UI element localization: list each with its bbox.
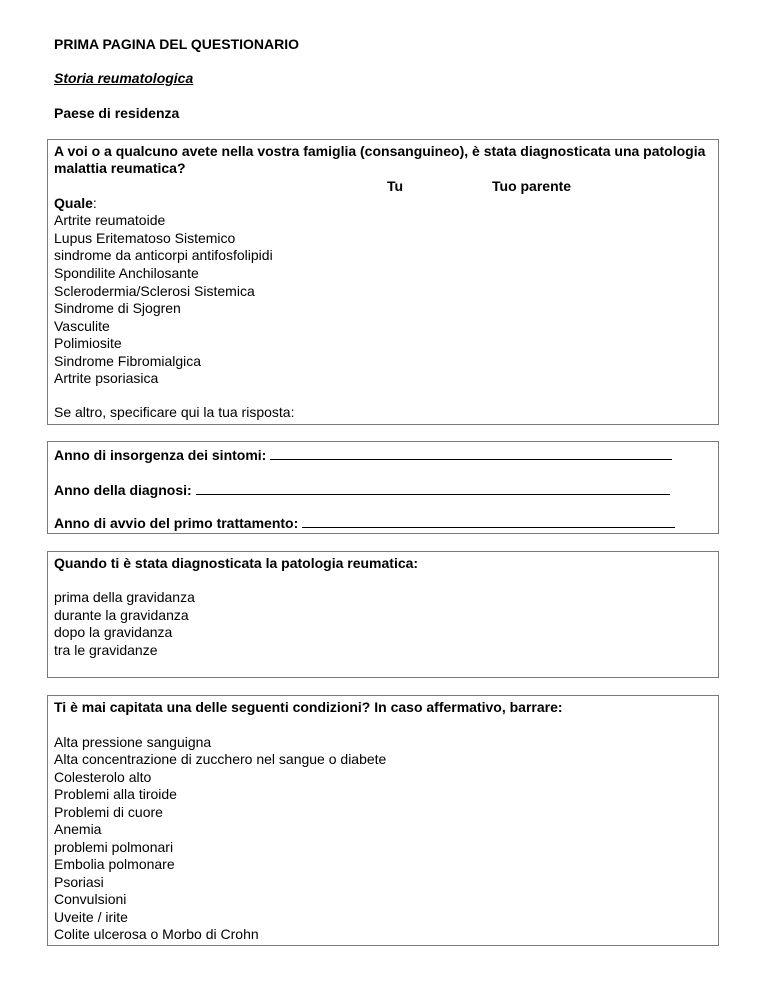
condition-item: Problemi alla tiroide — [54, 786, 177, 802]
onset-answer-line[interactable] — [270, 446, 672, 460]
disease-item: Artrite reumatoide — [54, 212, 166, 228]
family-question-line2: malattia reumatica? — [54, 160, 186, 176]
which-label-row — [54, 195, 97, 213]
condition-item: Alta concentrazione di zucchero nel sangue o diabete — [54, 751, 387, 767]
other-prompt: Se altro, specificare qui la tua risposta: — [54, 404, 295, 420]
disease-item: Sindrome di Sjogren — [54, 300, 181, 316]
condition-item: Alta pressione sanguigna — [54, 734, 212, 750]
condition-item: Uveite / irite — [54, 909, 128, 925]
disease-item: sindrome da anticorpi antifosfolipidi — [54, 247, 273, 263]
disease-item: Artrite psoriasica — [54, 370, 159, 386]
family-question-line1: A voi o a qualcuno avete nella vostra famiglia (consanguineo), è stata diagnosticata una patologia — [54, 143, 706, 159]
timing-question: Quando ti è stata diagnosticata la patologia reumatica: — [54, 555, 419, 571]
which-label: Quale — [54, 195, 93, 211]
condition-item: Colite ulcerosa o Morbo di Crohn — [54, 926, 259, 942]
timing-option: dopo la gravidanza — [54, 624, 173, 640]
treatment-answer-line[interactable] — [302, 514, 675, 528]
diagnosis-label: Anno della diagnosi: — [54, 482, 192, 498]
diagnosis-row — [54, 481, 670, 500]
onset-label: Anno di insorgenza dei sintomi: — [54, 447, 267, 463]
disease-item: Vasculite — [54, 318, 110, 334]
timing-option: prima della gravidanza — [54, 589, 195, 605]
onset-row — [54, 446, 672, 465]
condition-item: Psoriasi — [54, 874, 104, 890]
disease-item: Spondilite Anchilosante — [54, 265, 199, 281]
condition-item: problemi polmonari — [54, 839, 174, 855]
diagnosis-answer-line[interactable] — [196, 481, 670, 495]
condition-item: Convulsioni — [54, 891, 127, 907]
which-colon: : — [92, 195, 97, 211]
disease-item: Polimiosite — [54, 335, 122, 351]
condition-item: Embolia polmonare — [54, 856, 175, 872]
condition-item: Anemia — [54, 821, 102, 837]
residence-label: Paese di residenza — [54, 105, 180, 121]
timing-option: durante la gravidanza — [54, 607, 189, 623]
treatment-label: Anno di avvio del primo trattamento: — [54, 515, 299, 531]
conditions-question: Ti è mai capitata una delle seguenti condizioni? In caso affermativo, barrare: — [54, 699, 563, 715]
condition-item: Problemi di cuore — [54, 804, 163, 820]
page-heading: PRIMA PAGINA DEL QUESTIONARIO — [54, 36, 300, 52]
section-subheading: Storia reumatologica — [54, 70, 194, 86]
treatment-row — [54, 514, 675, 533]
column-you: Tu — [387, 178, 404, 194]
disease-item: Lupus Eritematoso Sistemico — [54, 230, 236, 246]
column-relative: Tuo parente — [492, 178, 572, 194]
timing-option: tra le gravidanze — [54, 642, 158, 658]
disease-item: Sclerodermia/Sclerosi Sistemica — [54, 283, 255, 299]
disease-item: Sindrome Fibromialgica — [54, 353, 202, 369]
condition-item: Colesterolo alto — [54, 769, 152, 785]
